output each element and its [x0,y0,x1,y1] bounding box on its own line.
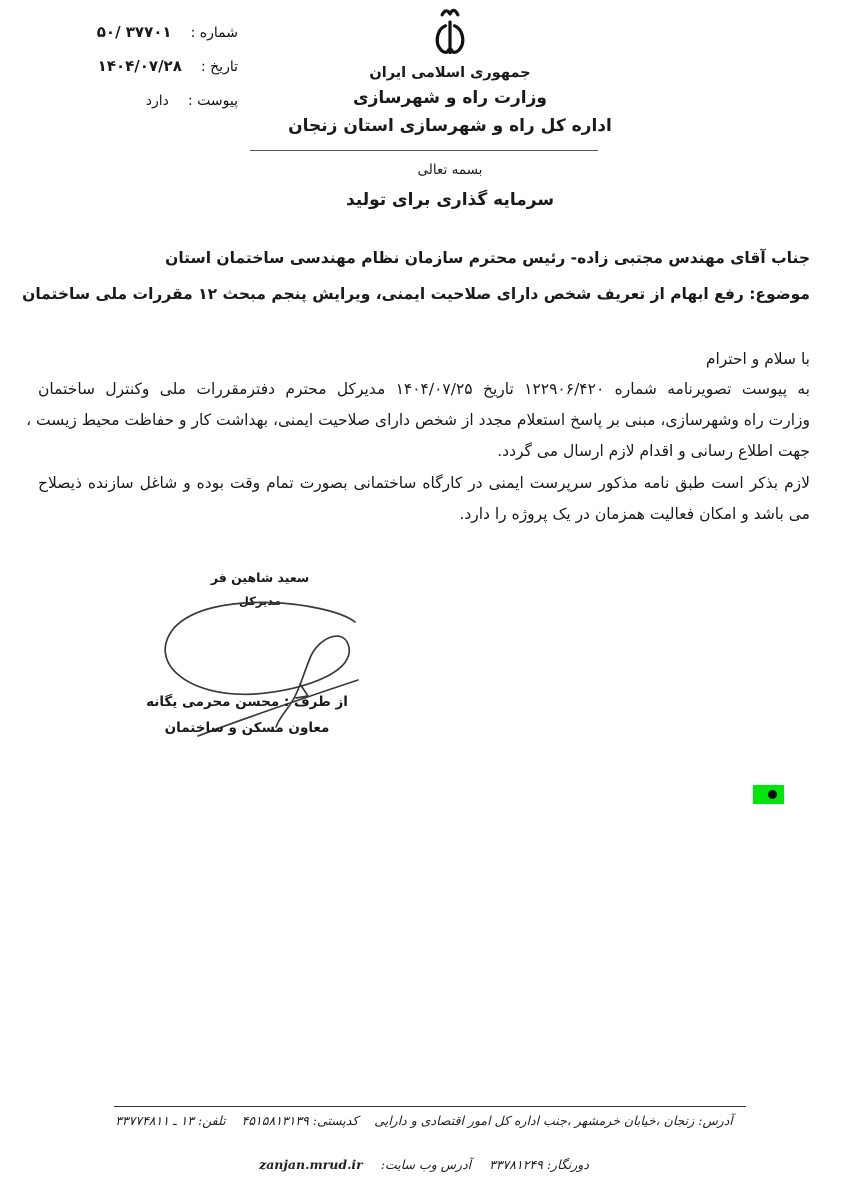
footer-address-line [40,1113,808,1128]
footer-contact-line [40,1157,808,1172]
letter-attachment-value: دارد [145,93,169,109]
letter-number-value: ۳۷۷۰۱ /۵۰ [96,23,172,41]
footer-website-label: آدرس وب سایت: [380,1157,472,1172]
on-behalf-name: از طرف : محسن محرمی یگانه [146,694,348,710]
body-paragraph2-line2: می باشد و امکان فعالیت همزمان در یک پروژه را دارد. [459,505,810,523]
body-paragraph1-line1: به پیوست تصویرنامه شماره ۱۲۲۹۰۶/۴۲۰ تاریخ ۱۴۰۴/۰۷/۲۵ مدیرکل محترم دفترمقررات ملی وکنترل ساختمان [38,380,810,398]
header-office: اداره کل راه و شهرسازی استان زنجان [288,116,612,136]
salutation-line: با سلام و احترام [705,350,810,368]
signer-name: سعید شاهین فر [210,570,310,585]
iran-emblem-icon [427,8,473,62]
letter-date-label: تاریخ : [200,59,238,75]
slogan-text: سرمایه گذاری برای تولید [345,190,555,210]
header-divider [250,150,598,151]
basmala-text: بسمه تعالی [417,162,483,178]
footer-website-url: zanjan.mrud.ir [259,1157,363,1172]
footer-phone: تلفن: ۱۳ ـ ۳۳۷۷۴۸۱۱ [115,1113,226,1128]
footer-postal-code: کدپستی: ۴۵۱۵۸۱۳۱۳۹ [241,1113,359,1128]
highlight-dot [768,790,777,799]
letter-number-label: شماره : [190,25,238,41]
header-country: جمهوری اسلامی ایران [369,65,531,81]
footer-fax: دورنگار: ۳۳۷۸۱۲۴۹ [489,1157,589,1172]
body-paragraph2-line1: لازم بذکر است طبق نامه مذکور سرپرست ایمنی در کارگاه ساختمانی بصورت تمام وقت بوده و شاغل سازنده ذیصلاح [38,474,810,492]
letter-date-value: ۱۴۰۴/۰۷/۲۸ [97,57,182,75]
deputy-title: معاون مسکن و ساختمان [164,720,330,736]
footer-divider [114,1106,746,1107]
header-ministry: وزارت راه و شهرسازی [352,88,547,108]
recipient-line: جناب آقای مهندس مجتبی زاده- رئیس محترم سازمان نظام مهندسی ساختمان استان [165,249,810,267]
letterhead [124,8,776,136]
body-paragraph1-line3: جهت اطلاع رسانی و اقدام لازم ارسال می گردد. [497,442,810,460]
letter-attachment-label: پیوست : [188,93,238,109]
body-paragraph1-line2: وزارت راه وشهرسازی، مبنی بر پاسخ استعلام مجدد از شخص دارای صلاحیت ایمنی، بهداشت کار و حفاظت محیط زیست ، [26,411,810,429]
footer-address: آدرس: زنجان ،خیابان خرمشهر ،جنب اداره کل امور اقتصادی و دارایی [374,1113,733,1128]
signer-title: مدیرکل [238,594,282,608]
subject-line: موضوع: رفع ابهام از تعریف شخص دارای صلاحیت ایمنی، ویرایش پنجم مبحث ۱۲ مقررات ملی ساختمان [22,285,810,303]
